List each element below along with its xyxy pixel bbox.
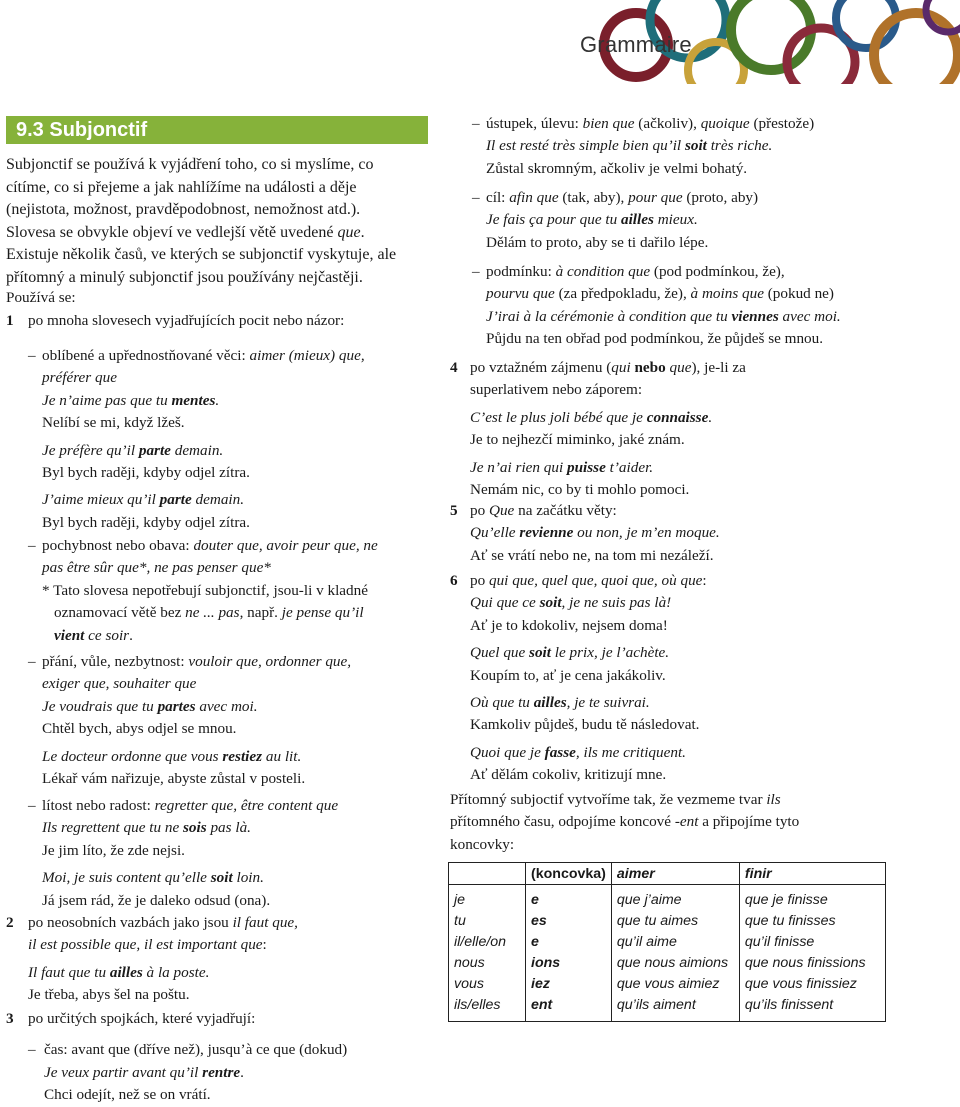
- item-text: superlativem nebo záporem:: [470, 381, 643, 399]
- dash: –: [28, 797, 36, 814]
- example: Il est resté très simple bien qu’il: [486, 137, 685, 155]
- example: Qui que ce: [470, 594, 540, 612]
- conjugation-table: [448, 862, 886, 1022]
- example-verb: rentre: [202, 1063, 241, 1081]
- footnote-italic: ce soir: [84, 626, 130, 644]
- translation: Chci odejít, než se on vrátí.: [44, 1086, 211, 1104]
- translation: Je jim líto, že zde nejsi.: [42, 841, 185, 859]
- example-verb: sois: [183, 819, 207, 837]
- bullet-lead: čas: avant que (dříve než), jusqu’à ce que (dokud): [44, 1041, 348, 1059]
- example-verb: soit: [539, 594, 562, 612]
- table-cell: qu’ils aiment: [611, 994, 739, 1022]
- example: Il faut que tu: [28, 963, 110, 981]
- example: Je fais ça pour que tu: [486, 211, 621, 229]
- table-cell: il/elle/on: [449, 931, 526, 952]
- table-cell: es: [526, 910, 612, 931]
- example: avec moi.: [195, 697, 258, 715]
- translation: Dělám to proto, aby se ti dařilo lépe.: [486, 233, 709, 251]
- example: , ils me critiquent.: [575, 743, 686, 761]
- example: t’aider.: [605, 458, 654, 476]
- conjunction-time: [6, 1039, 421, 1106]
- bullet-lead-italic: regretter que, être content que: [154, 797, 339, 814]
- bullet-lead-italic: à condition que: [555, 263, 651, 280]
- translation: Lékař vám nařizuje, abyste zůstal v posteli.: [42, 770, 306, 788]
- table-row: [449, 994, 886, 1022]
- table-cell: nous: [449, 952, 526, 973]
- example: J’aime mieux qu’il: [42, 491, 160, 509]
- dash: –: [472, 263, 480, 280]
- bullet-lead-italic: douter que, avoir peur que, ne: [193, 537, 378, 554]
- example: le prix, je l’achète.: [551, 644, 670, 662]
- item-number: 4: [450, 359, 458, 376]
- chapter-label: Grammaire: [580, 32, 692, 57]
- table-cell: qu’il finisse: [744, 933, 815, 950]
- item-5: [450, 500, 880, 567]
- bullet-lead-italic: aimer (mieux) que,: [249, 347, 365, 364]
- table-row: [449, 952, 886, 973]
- translation: Nemám nic, co by ti mohlo pomoci.: [470, 481, 690, 499]
- example-verb: ailles: [109, 963, 143, 981]
- bullet-lead: oblíbené a upřednostňované věci:: [42, 347, 250, 364]
- table-cell: vous: [449, 973, 526, 994]
- example: Quoi que je: [470, 743, 545, 761]
- item-text-bold: nebo: [630, 359, 670, 376]
- bullet-lead: přání, vůle, nezbytnost:: [42, 653, 189, 670]
- table-cell: ent: [526, 994, 612, 1022]
- translation: Je to nejhezčí miminko, jaké znám.: [470, 431, 685, 449]
- example-verb: partes: [157, 697, 196, 715]
- item-text: :: [262, 936, 267, 954]
- example: Je veux partir avant qu’il: [44, 1063, 203, 1081]
- table-cell: iez: [526, 973, 612, 994]
- bullet-lead: (proto, aby): [682, 189, 759, 206]
- table-cell: e: [526, 931, 612, 952]
- bullet-lead-italic: pourvu que: [486, 285, 555, 303]
- dash: –: [28, 653, 36, 670]
- table-header-cell: aimer: [611, 863, 739, 885]
- bullet-doubt: [28, 535, 423, 647]
- example: J’irai à la cérémonie à condition que tu: [486, 307, 732, 325]
- table-cell: ions: [526, 952, 612, 973]
- dash: –: [472, 189, 480, 206]
- item-text: po vztažném zájmenu (: [470, 359, 612, 376]
- table-cell: qu’il aime: [611, 931, 739, 952]
- item-text-italic: que: [669, 359, 692, 376]
- item-text-italic: Que: [488, 502, 515, 519]
- bullet-lead-italic: quoique: [700, 115, 750, 132]
- item-text: po určitých spojkách, které vyjadřují:: [28, 1010, 256, 1027]
- bullet-lead-italic: bien que: [582, 115, 635, 132]
- item-number: 2: [6, 914, 14, 931]
- example: , je ne suis pas là!: [561, 594, 672, 612]
- intro-line: Existuje několik časů, ve kterých se subjonctif vyskytuje, ale: [6, 246, 397, 264]
- example: .: [215, 391, 220, 409]
- paragraph-text: koncovky:: [450, 835, 515, 853]
- translation: Koupím to, ať je cena jakákoliv.: [470, 666, 666, 684]
- item-number: 3: [6, 1010, 14, 1027]
- item-text: po: [470, 502, 489, 519]
- bullet-lead: ústupek, úlevu:: [486, 115, 583, 132]
- item-number: 5: [450, 502, 458, 519]
- table-cell: que vous finissiez: [744, 975, 857, 992]
- bullet-lead-italic: afin que: [509, 189, 559, 206]
- example-verb: soit: [210, 869, 233, 887]
- translation: Nelíbí se mi, když lžeš.: [42, 414, 185, 432]
- example: Je préfère qu’il: [42, 441, 139, 459]
- item-text: ), je-li za: [691, 359, 746, 376]
- intro-line-que: que: [337, 223, 361, 241]
- translation: Já jsem rád, že je daleko odsud (ona).: [42, 891, 271, 909]
- example-verb: ailles: [533, 694, 567, 712]
- item-text-italic: qui que, quel que, quoi que, où que: [488, 572, 703, 589]
- dash: –: [28, 1041, 36, 1059]
- bullet-lead-italic: exiger que, souhaiter que: [42, 675, 197, 693]
- intro-paragraph: [6, 154, 426, 290]
- example: Je voudrais que tu: [42, 697, 158, 715]
- intro-line: (nejistota, možnost, pravděpodobnost, nemožnost atd.).: [6, 201, 361, 219]
- example: Ils regrettent que tu ne: [42, 819, 184, 837]
- intro-line: Subjonctif se používá k vyjádření toho, co si myslíme, co: [6, 156, 374, 173]
- uses-label: Používá se:: [6, 289, 76, 306]
- item-text: po: [470, 572, 489, 589]
- example: demain.: [191, 491, 245, 509]
- translation: Půjdu na ten obřad pod podmínkou, že půjdeš se mnou.: [486, 330, 824, 348]
- example-verb: puisse: [567, 458, 606, 476]
- translation: Ať dělám cokoliv, kritizují mne.: [470, 766, 667, 784]
- item-text: po neosobních vazbách jako jsou: [28, 914, 233, 931]
- bullet-lead: (pod podmínkou, že),: [650, 263, 785, 280]
- example: Qu’elle: [470, 524, 520, 542]
- example: pas là.: [206, 819, 251, 837]
- table-cell: que nous aimions: [611, 952, 739, 973]
- example-verb: soit: [684, 137, 707, 155]
- bullet-lead: (pokud ne): [763, 285, 834, 303]
- dash: –: [28, 347, 36, 364]
- footnote: .: [129, 626, 133, 644]
- item-4: [450, 357, 880, 501]
- table-cell: que tu finisses: [744, 912, 836, 929]
- paragraph-italic: ils: [766, 791, 781, 808]
- example-verb: revienne: [519, 524, 574, 542]
- example: Je n’aime pas que tu: [42, 391, 172, 409]
- intro-line: cítíme, co si přejeme a jak nahlížíme na události a děje: [6, 178, 357, 196]
- example: , je te suivrai.: [566, 694, 650, 712]
- bullet-lead: (za předpokladu, že),: [554, 285, 691, 303]
- item-text: po mnoha slovesech vyjadřujících pocit nebo názor:: [28, 312, 345, 329]
- example: au lit.: [262, 747, 302, 765]
- example: ou non, je m’en moque.: [573, 524, 720, 542]
- item-text-italic: qui: [611, 359, 631, 376]
- example: Moi, je suis content qu’elle: [42, 869, 211, 887]
- example: .: [240, 1063, 244, 1081]
- example: Où que tu: [470, 694, 534, 712]
- translation: Je třeba, abys šel na poštu.: [28, 986, 190, 1004]
- table-cell: que vous aimiez: [611, 973, 739, 994]
- item-6: [450, 570, 880, 787]
- item-number: 1: [6, 312, 14, 329]
- paragraph-text: přítomného času, odpojíme koncové: [450, 813, 675, 831]
- translation: Byl bych raději, kdyby odjel zítra.: [42, 513, 250, 531]
- example: mieux.: [653, 211, 698, 229]
- intro-line: přítomný a minulý subjonctif jsou používány nejčastěji.: [6, 268, 363, 286]
- table-cell: je: [449, 885, 526, 911]
- example-verb: mentes: [171, 391, 216, 409]
- item-text-italic: il est possible que, il est important que: [28, 936, 263, 954]
- example: Je n’ai rien qui: [470, 458, 568, 476]
- bullet-lead-italic: pas être sûr que*, ne pas penser que*: [42, 559, 271, 577]
- example: à la poste.: [142, 963, 210, 981]
- translation: Chtěl bych, abys odjel se mnou.: [42, 720, 237, 738]
- bullet-wish: [28, 651, 423, 790]
- table-cell: qu’ils finissent: [744, 996, 834, 1013]
- example: loin.: [232, 869, 264, 887]
- table-cell: que je finisse: [744, 891, 828, 908]
- paragraph-text: Přítomný subjoctif vytvoříme tak, že vezmeme tvar: [450, 791, 767, 808]
- bullet-preferences: [28, 345, 418, 534]
- bullet-lead-italic: préférer que: [42, 369, 117, 387]
- example-verb: parte: [138, 441, 171, 459]
- dash: –: [472, 115, 480, 132]
- bullet-lead: (přestože): [749, 115, 815, 132]
- table-cell: que tu aimes: [611, 910, 739, 931]
- table-row: [449, 885, 886, 911]
- footnote-italic: ne ... pas: [185, 604, 240, 622]
- example-verb: fasse: [544, 743, 576, 761]
- example-verb: ailles: [620, 211, 654, 229]
- item-text-italic: il faut que,: [232, 914, 298, 931]
- bullet-lead: (ačkoliv),: [634, 115, 701, 132]
- item-1: [6, 312, 345, 330]
- dash: –: [28, 537, 36, 554]
- footnote: oznamovací větě bez: [54, 604, 186, 622]
- example-verb: parte: [159, 491, 192, 509]
- translation: Ať se vrátí nebo ne, na tom mi nezáleží.: [470, 546, 714, 564]
- table-row: [449, 973, 886, 994]
- example: très riche.: [706, 137, 773, 155]
- paragraph-text: a připojíme tyto: [698, 813, 800, 831]
- example: Le docteur ordonne que vous: [42, 747, 223, 765]
- example: .: [708, 408, 713, 426]
- table-cell: que j’aime: [611, 885, 739, 911]
- example-verb: connaisse: [646, 408, 709, 426]
- example: C’est le plus joli bébé que je: [470, 408, 647, 426]
- bullet-lead: lítost nebo radost:: [42, 797, 155, 814]
- conjunction-goal: [472, 187, 912, 254]
- table-header-cell: (koncovka): [526, 863, 612, 885]
- example-verb: soit: [529, 644, 551, 662]
- item-number: 6: [450, 572, 458, 589]
- translation: Zůstal skromným, ačkoliv je velmi bohatý.: [486, 159, 748, 177]
- bullet-lead: podmínku:: [486, 263, 556, 280]
- bullet-lead-italic: pour que: [628, 189, 683, 206]
- footnote-verb: vient: [54, 626, 85, 644]
- item-text: na začátku věty:: [514, 502, 617, 519]
- paragraph-italic: -ent: [674, 813, 699, 831]
- footnote-italic: je pense qu’il: [281, 604, 364, 622]
- bullet-lead: pochybnost nebo obava:: [42, 537, 194, 554]
- item-2: [6, 912, 421, 1007]
- bullet-lead-italic: vouloir que, ordonner que,: [188, 653, 352, 670]
- formation-paragraph: [450, 789, 890, 856]
- intro-line-period: .: [360, 223, 365, 241]
- table-row: [449, 910, 886, 931]
- table-cell: e: [526, 885, 612, 911]
- bullet-lead: cíl:: [486, 189, 510, 206]
- item-text: :: [702, 572, 707, 589]
- example-verb: restiez: [222, 747, 263, 765]
- translation: Ať je to kdokoliv, nejsem doma!: [470, 616, 668, 634]
- table-cell: que nous finissions: [744, 954, 866, 971]
- table-header-row: [449, 863, 886, 885]
- example: Quel que: [470, 644, 530, 662]
- bullet-lead: (tak, aby),: [558, 189, 629, 206]
- conjunction-condition: [472, 261, 922, 351]
- footnote: , např.: [239, 604, 282, 622]
- translation: Kamkoliv půjdeš, budu tě následovat.: [470, 716, 700, 734]
- table-header-cell: [449, 863, 526, 885]
- footnote: * Tato slovesa nepotřebují subjonctif, jsou-li v kladné: [42, 581, 368, 599]
- bullet-regret: [28, 795, 423, 912]
- example: avec moi.: [778, 307, 841, 325]
- table-header-cell: finir: [739, 863, 885, 885]
- table-row: [449, 931, 886, 952]
- bullet-lead-italic: à moins que: [690, 285, 764, 303]
- item-3: [6, 1008, 421, 1107]
- intro-line: Slovesa se obvykle objeví ve vedlejší větě uvedené: [6, 223, 338, 241]
- example: demain.: [170, 441, 224, 459]
- section-title: 9.3 Subjonctif: [6, 116, 428, 144]
- table-cell: tu: [449, 910, 526, 931]
- table-cell: ils/elles: [449, 994, 526, 1022]
- example-verb: viennes: [731, 307, 779, 325]
- translation: Byl bych raději, kdyby odjel zítra.: [42, 464, 250, 482]
- conjunction-concession: [472, 113, 912, 180]
